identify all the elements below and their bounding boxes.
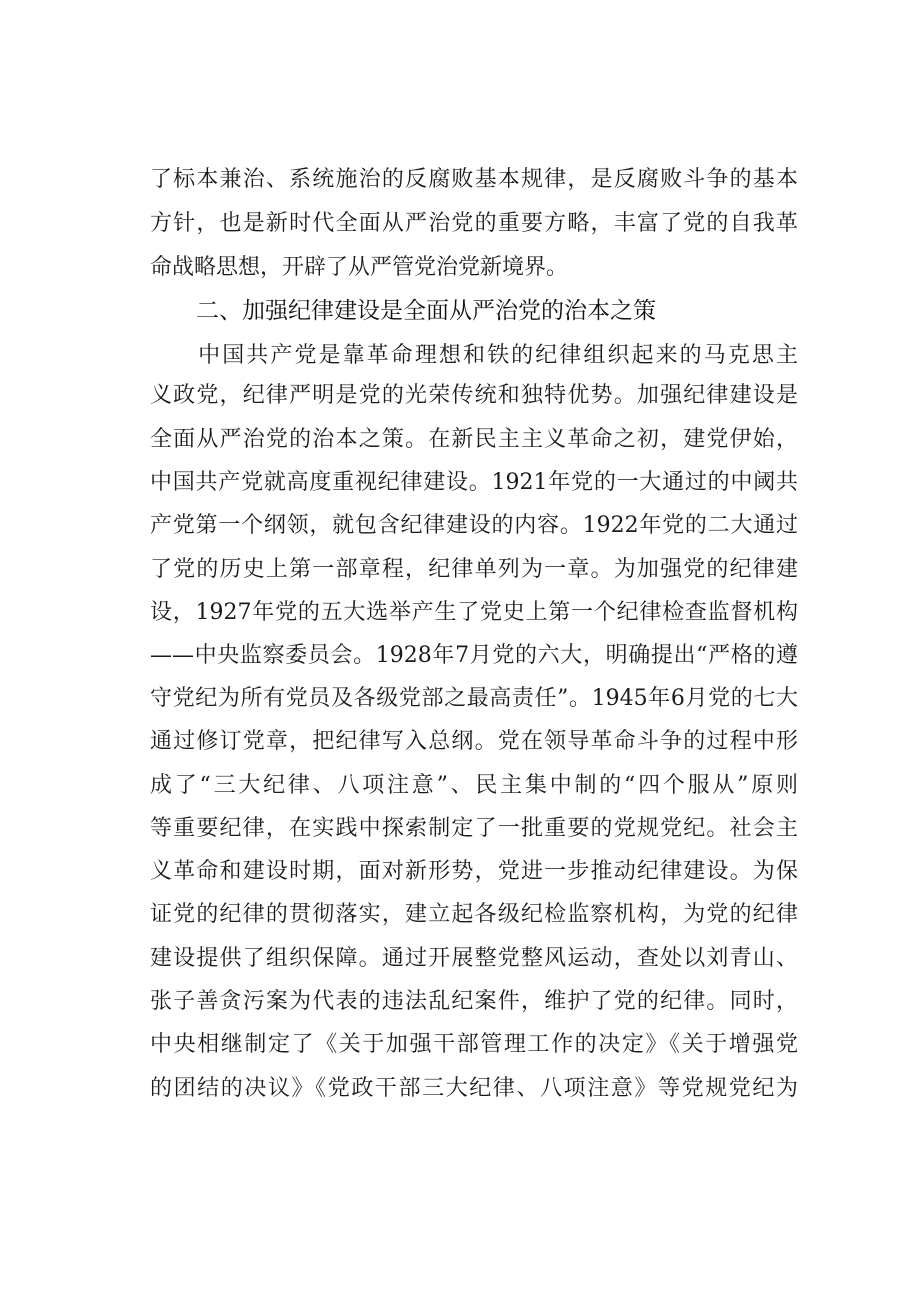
- text-line: 全面从严治党的治本之策。在新民主主义革命之初，建党伊始，: [150, 427, 798, 452]
- text-line: 中国共产党就高度重视纪律建设。1921年党的一大通过的中阈共: [150, 470, 798, 495]
- text-line: 义革命和建设时期，面对新形势，党进一步推动纪律建设。为保: [150, 859, 798, 884]
- text-line: ——中央监察委员会。1928年7月党的六大，明确提出“严格的遵: [150, 643, 798, 668]
- text-line: 命战略思想，开辟了从严管党治党新境界。: [150, 255, 569, 280]
- text-line: 通过修订党章，把纪律写入总纲。党在领导革命斗争的过程中形: [150, 729, 798, 754]
- text-line: 等重要纪律，在实践中探索制定了一批重要的党规党纪。社会主: [150, 816, 798, 841]
- text-line: 的团结的决议》《党政干部三大纪律、八项注意》等党规党纪为: [150, 1076, 798, 1101]
- text-line: 产党第一个纲领，就包含纪律建设的内容。1922年党的二大通过: [150, 513, 798, 538]
- text-line: 了标本兼治、系统施治的反腐败基本规律，是反腐败斗争的基本: [150, 167, 798, 192]
- text-line: 方针，也是新时代全面从严治党的重要方略，丰富了党的自我革: [150, 211, 798, 236]
- text-line: 成了“三大纪律、八项注意”、民主集中制的“四个服从”原则: [150, 773, 798, 798]
- text-line: 建设提供了组织保障。通过开展整党整风运动，查处以刘青山、: [150, 946, 798, 971]
- text-line: 守党纪为所有党员及各级党部之最高责任”。1945年6月党的七大: [150, 686, 798, 711]
- section-heading: 二、加强纪律建设是全面从严治党的治本之策: [196, 298, 656, 324]
- text-line: 了党的历史上第一部章程，纪律单列为一章。为加强党的纪律建: [150, 557, 798, 582]
- text-line: 中国共产党是靠革命理想和铁的纪律组织起来的马克思主: [150, 343, 798, 368]
- text-line: 证党的纪律的贯彻落实，建立起各级纪检监察机构，为党的纪律: [150, 902, 798, 927]
- text-line: 义政党，纪律严明是党的光荣传统和独特优势。加强纪律建设是: [150, 383, 798, 408]
- text-line: 设，1927年党的五大选举产生了党史上第一个纪律检查监督机构: [150, 600, 798, 625]
- text-line: 中央相继制定了《关于加强干部管理工作的决定》《关于增强党: [150, 1032, 798, 1057]
- text-line: 张子善贪污案为代表的违法乱纪案件，维护了党的纪律。同时，: [150, 989, 798, 1014]
